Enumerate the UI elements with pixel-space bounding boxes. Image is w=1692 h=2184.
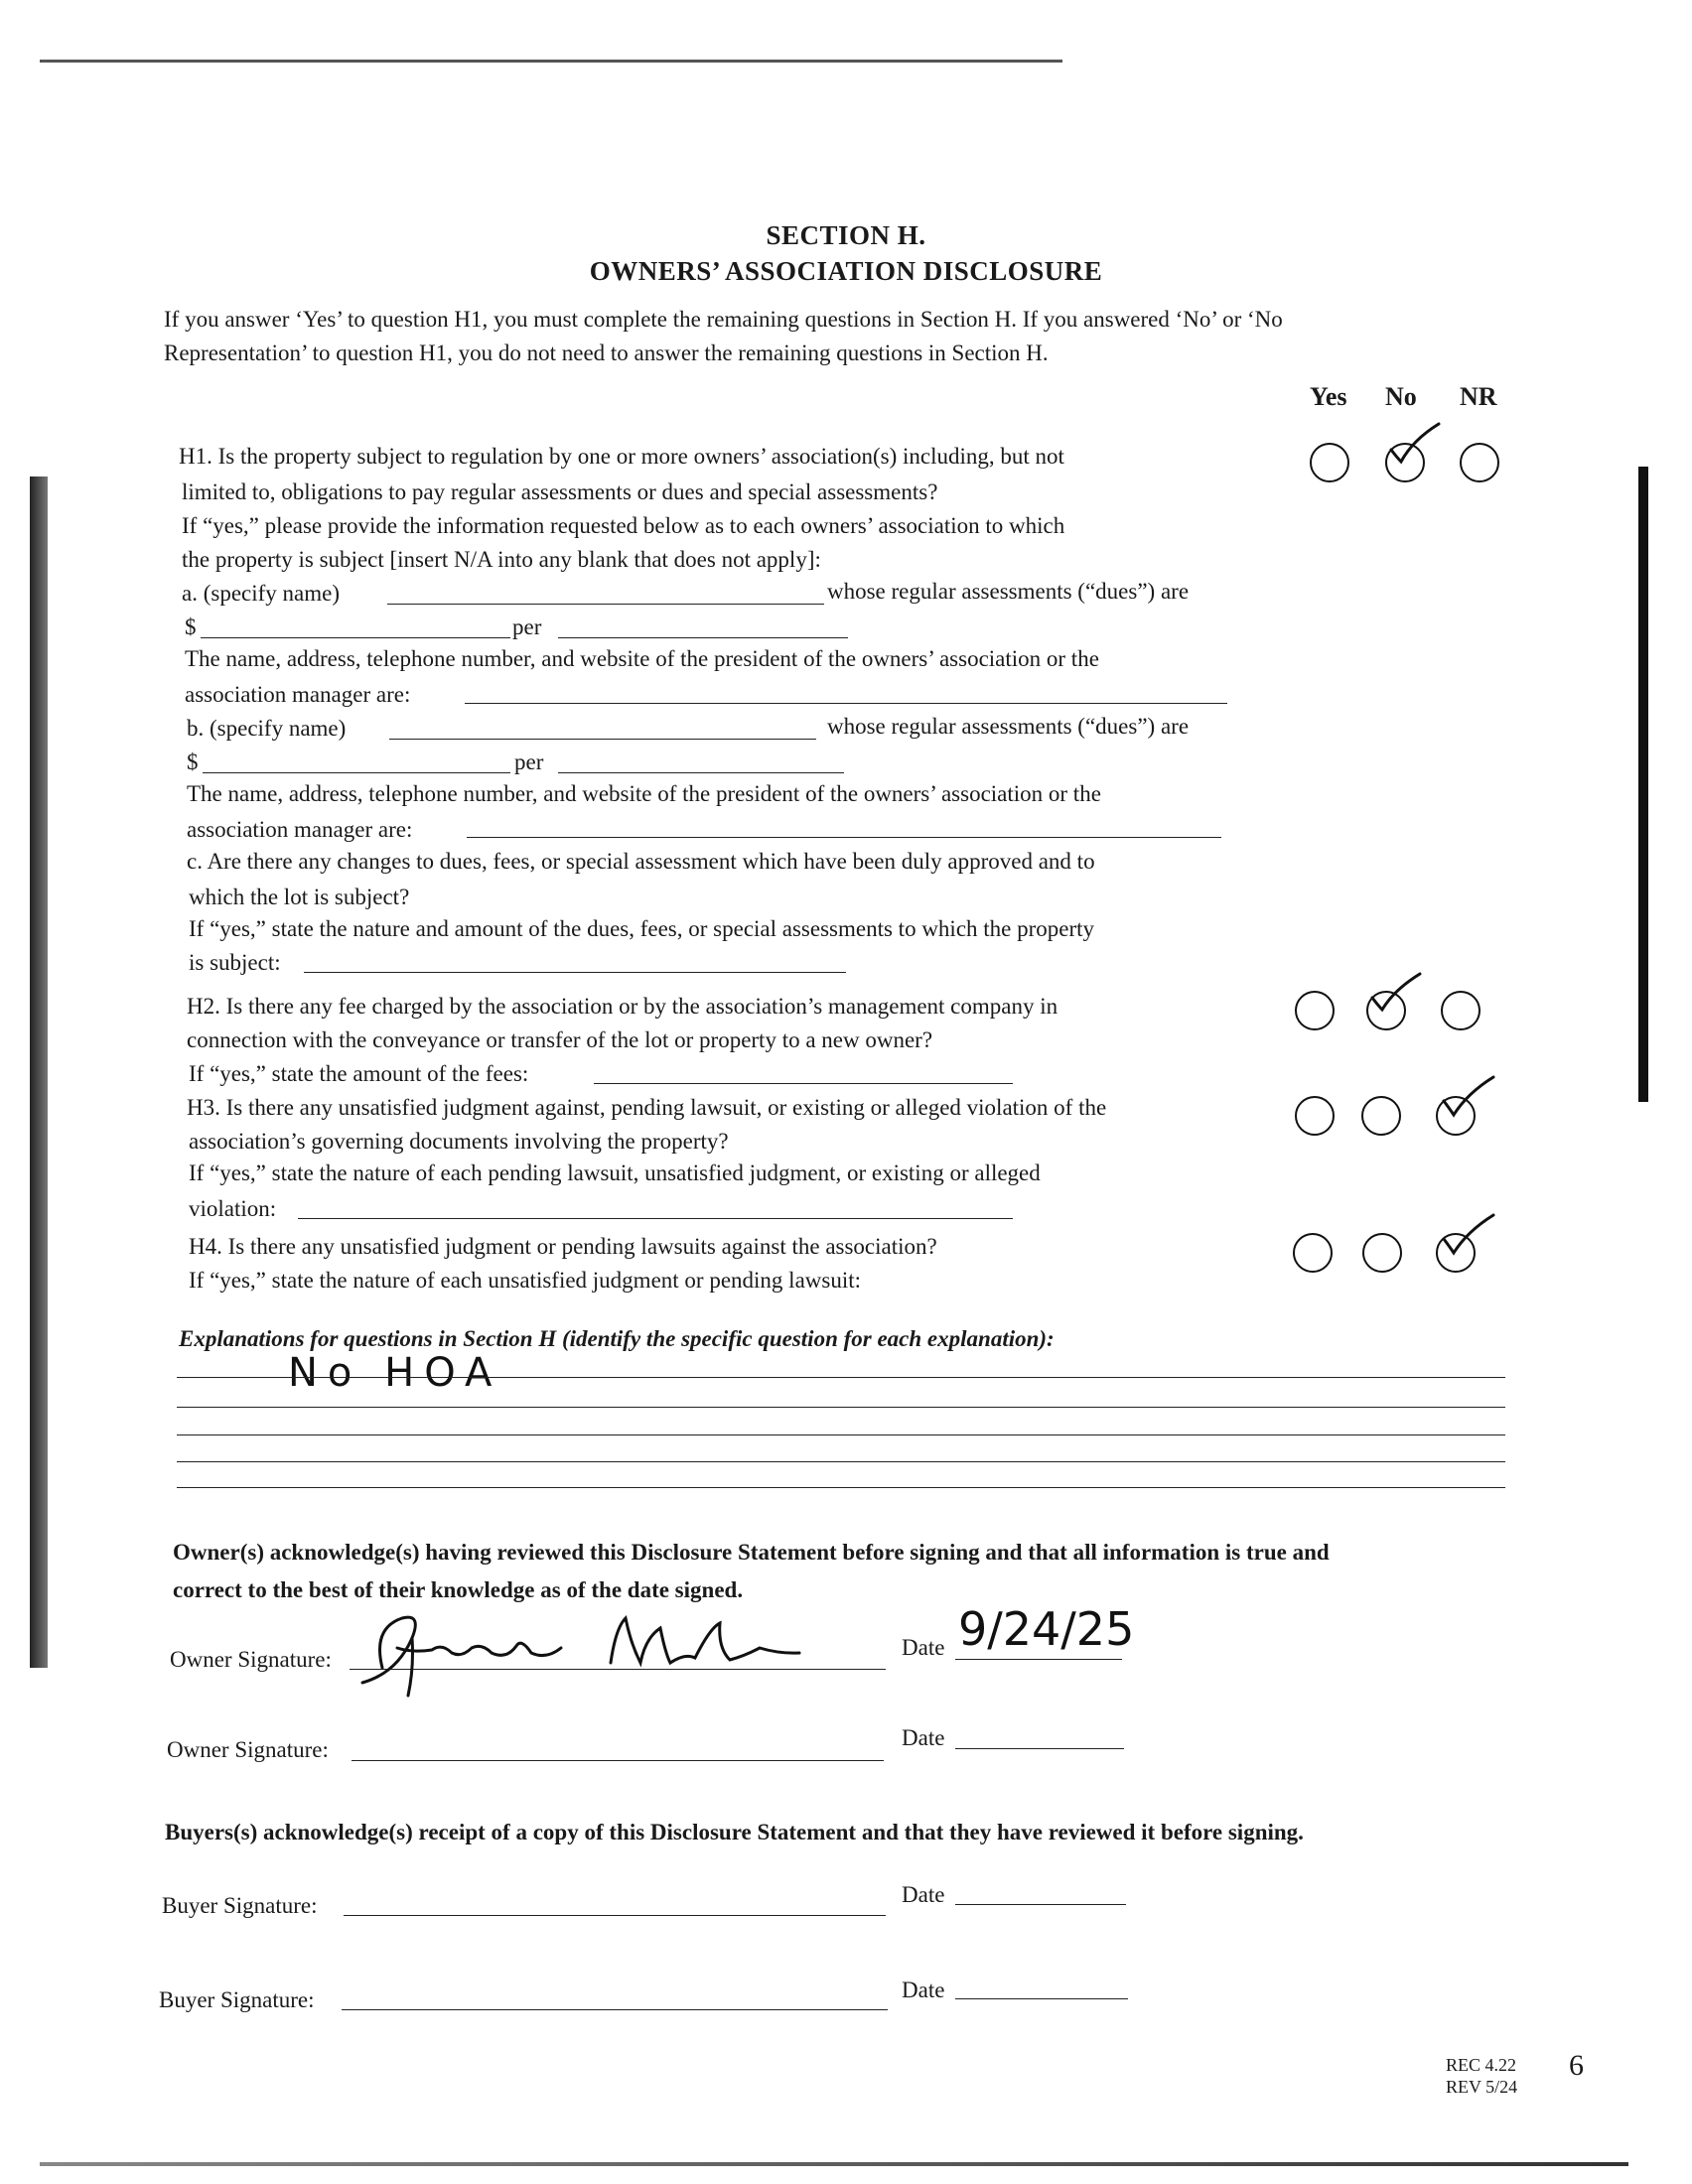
scan-top-rule [40,60,1062,63]
explanation-line-2[interactable] [177,1407,1505,1408]
buyer-date-2-label: Date [902,1978,945,2002]
h1b-period-field[interactable] [558,772,844,773]
owner-sig-2-label: Owner Signature: [167,1737,329,1762]
buyer-date-1-label: Date [902,1882,945,1907]
h1-yes-radio[interactable] [1310,443,1349,482]
owner-sig-1-label: Owner Signature: [170,1647,332,1672]
h1b-per: per [514,750,544,774]
h1-line-4: the property is subject [insert N/A into any blank that does not apply]: [182,547,821,572]
h1a-president-text: The name, address, telephone number, and website of the president of the owners’ association or the [185,646,1099,671]
h1b-name-label: b. (specify name) [187,716,347,741]
h4-yes-radio[interactable] [1293,1233,1333,1273]
h1a-name-label: a. (specify name) [182,581,341,606]
page-number: 6 [1569,2049,1584,2082]
scan-right-edge [1638,467,1648,1102]
h1c-line-3: If “yes,” state the nature and amount of the dues, fees, or special assessments to which the property [189,916,1095,941]
h3-yes-radio[interactable] [1295,1096,1335,1136]
explanations-handwritten: No HOA [288,1350,502,1396]
h1-line-2: limited to, obligations to pay regular assessments or dues and special assessments? [182,479,938,504]
explanation-line-5[interactable] [177,1487,1505,1488]
owner-ack-line-2: correct to the best of their knowledge as of the date signed. [173,1577,744,1602]
buyer-sig-2-field[interactable] [342,2009,888,2010]
h1b-dues-text: whose regular assessments (“dues”) are [827,714,1190,739]
buyer-sig-2-label: Buyer Signature: [159,1987,315,2012]
buyer-sig-1-field[interactable] [344,1915,886,1916]
h4-nr-check-icon [1438,1213,1497,1263]
h1c-line-1: c. Are there any changes to dues, fees, or special assessment which have been duly approved and to [187,849,1095,874]
h1a-amount-field[interactable] [201,637,510,638]
h3-line-3: If “yes,” state the nature of each pending lawsuit, unsatisfied judgment, or existing or alleged [189,1160,1041,1185]
h1-line-3: If “yes,” please provide the information requested below as to each owners’ association to which [182,513,1065,538]
h1a-manager-field[interactable] [465,703,1227,704]
h2-line-2: connection with the conveyance or transfer of the lot or property to a new owner? [187,1027,933,1052]
date-1-field[interactable] [955,1659,1122,1660]
form-code: REC 4.22 [1446,2055,1517,2075]
scan-left-edge [30,477,48,1668]
h1a-dollar: $ [185,614,197,639]
owner-ack-line-1: Owner(s) acknowledge(s) having reviewed this Disclosure Statement before signing and that all information is true and [173,1540,1330,1565]
h3-no-radio[interactable] [1361,1096,1401,1136]
h1b-manager-field[interactable] [467,837,1221,838]
h1a-name-field[interactable] [387,604,824,605]
h3-violation-field[interactable] [298,1218,1013,1219]
h3-line-2: association’s governing documents involving the property? [189,1129,729,1154]
h1-no-check-icon [1383,418,1443,468]
buyer-date-2-field[interactable] [955,1998,1128,1999]
h2-line-1: H2. Is there any fee charged by the association or by the association’s management company in [187,994,1058,1019]
h1-line-1: H1. Is the property subject to regulation by one or more owners’ association(s) including, but not [179,444,1064,469]
h4-line-2: If “yes,” state the nature of each unsatisfied judgment or pending lawsuit: [189,1268,862,1293]
h4-line-1: H4. Is there any unsatisfied judgment or pending lawsuits against the association? [189,1234,937,1259]
h2-line-3: If “yes,” state the amount of the fees: [189,1061,529,1086]
explanation-line-3[interactable] [177,1434,1505,1435]
col-yes: Yes [1310,382,1347,411]
h1c-subject-field[interactable] [304,972,846,973]
h3-nr-check-icon [1438,1075,1497,1125]
explanation-line-4[interactable] [177,1461,1505,1462]
h1b-dollar: $ [187,750,199,774]
date-2-field[interactable] [955,1748,1124,1749]
h1-nr-radio[interactable] [1460,443,1499,482]
h2-yes-radio[interactable] [1295,991,1335,1030]
h1c-line-4: is subject: [189,950,281,975]
date-2-label: Date [902,1725,945,1750]
h2-fees-field[interactable] [594,1083,1013,1084]
h2-no-check-icon [1364,968,1424,1018]
h1c-line-2: which the lot is subject? [189,885,410,909]
h1b-amount-field[interactable] [203,772,510,773]
owner-sig-2-field[interactable] [352,1760,884,1761]
col-nr: NR [1460,382,1497,411]
h1a-dues-text: whose regular assessments (“dues”) are [827,579,1190,604]
date-1-label: Date [902,1635,945,1660]
section-subtitle: OWNERS’ ASSOCIATION DISCLOSURE [589,256,1103,286]
explanation-line-1[interactable] [177,1377,1505,1378]
intro-line-2: Representation’ to question H1, you do not need to answer the remaining questions in Section H. [164,341,1049,365]
owner-signature-image [343,1598,859,1698]
col-no: No [1385,382,1417,411]
date-1-value: 9/24/25 [958,1602,1135,1656]
h1a-period-field[interactable] [558,637,848,638]
h1b-manager-label: association manager are: [187,817,413,842]
h3-line-1: H3. Is there any unsatisfied judgment against, pending lawsuit, or existing or alleged violation of the [187,1095,1107,1120]
buyer-ack-line: Buyers(s) acknowledge(s) receipt of a copy of this Disclosure Statement and that they have reviewed it before signing. [165,1820,1304,1844]
h1b-name-field[interactable] [389,739,816,740]
buyer-date-1-field[interactable] [955,1904,1126,1905]
buyer-sig-1-label: Buyer Signature: [162,1893,318,1918]
section-title: SECTION H. [766,220,926,250]
scan-bottom-rule [40,2162,1628,2166]
h3-line-4: violation: [189,1196,277,1221]
intro-line-1: If you answer ‘Yes’ to question H1, you must complete the remaining questions in Section H. If you answered ‘No’ or ‘No [164,307,1283,332]
explanations-label: Explanations for questions in Section H (identify the specific question for each explanation): [179,1326,1055,1351]
h1a-per: per [512,614,542,639]
h1a-manager-label: association manager are: [185,682,411,707]
h2-nr-radio[interactable] [1441,991,1480,1030]
form-revision: REV 5/24 [1446,2077,1518,2097]
h1b-president-text: The name, address, telephone number, and website of the president of the owners’ association or the [187,781,1101,806]
h4-no-radio[interactable] [1362,1233,1402,1273]
